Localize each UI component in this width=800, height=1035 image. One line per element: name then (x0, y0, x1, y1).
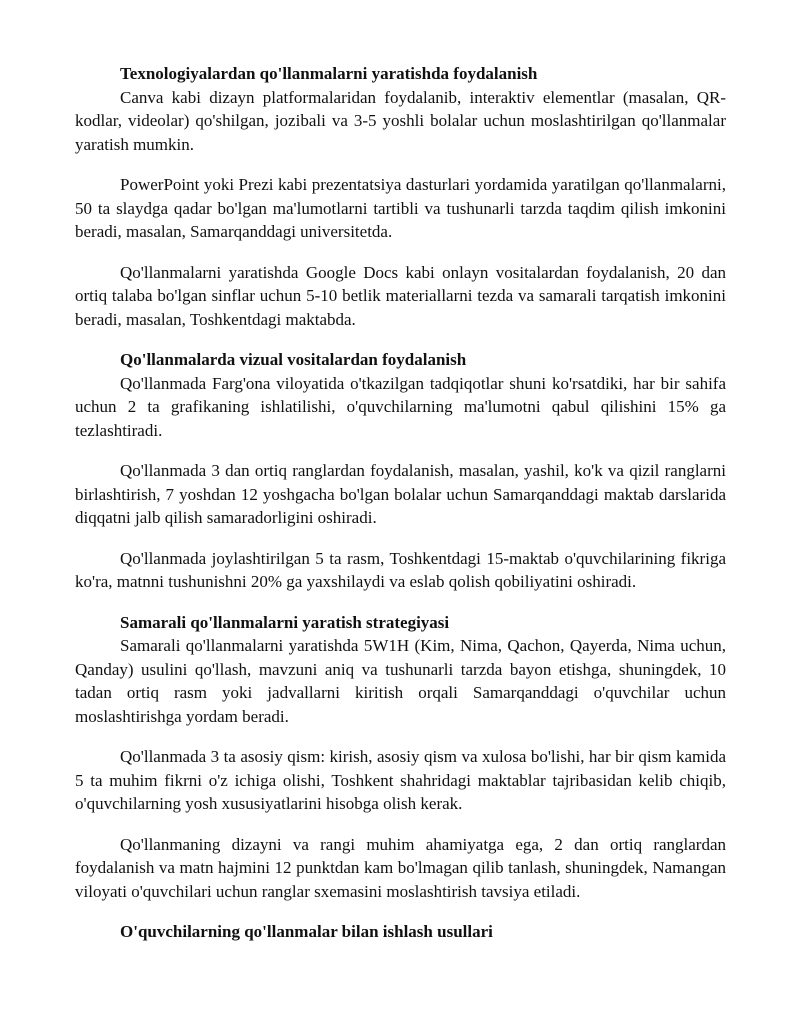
section-visual-tools (75, 348, 726, 594)
section-heading: Samarali qo'llanmalarni yaratish strategiyasi (120, 612, 450, 632)
document-page (75, 62, 726, 961)
section-heading: Qo'llanmalarda vizual vositalardan foydalanish (120, 350, 467, 369)
section-technologies (75, 62, 726, 331)
paragraph: Qo'llanmada 3 dan ortiq ranglardan foydalanish, masalan, yashil, ko'k va qizil ranglarni birlashtirish, 7 yoshdan 12 yoshgacha bo'lgan bolalar uchun Samarqanddagi maktab darslarida diqqatni jalb qilish samaradorligini oshiradi. (75, 461, 726, 527)
section-heading: Texnologiyalardan qo'llanmalarni yaratishda foydalanish (120, 64, 538, 83)
paragraph: PowerPoint yoki Prezi kabi prezentatsiya dasturlari yordamida yaratilgan qo'llanmalarni, 50 ta slaydga qadar bo'lgan ma'lumotlarni tartibli va tushunarli tarzda taqdim qilish imkonini beradi, masalan, Samarqanddagi universitetda. (75, 175, 726, 241)
paragraph: Qo'llanmada Farg'ona viloyatida o'tkazilgan tadqiqotlar shuni ko'rsatdiki, har bir sahifa uchun 2 ta grafikaning ishlatilishi, o'quvchilarning ma'lumotni qabul qilishini 15% ga tezlashtiradi. (75, 373, 726, 440)
paragraph: Qo'llanmada 3 ta asosiy qism: kirish, asosiy qism va xulosa bo'lishi, har bir qism kamida 5 ta muhim fikrni o'z ichiga olishi, Toshkent shahridagi maktablar tajribasidan kelib chiqib, o'quvchilarning yosh xususiyatlarini hisobga olish kerak. (75, 747, 726, 813)
paragraph: Canva kabi dizayn platformalaridan foydalanib, interaktiv elementlar (masalan, QR-kodlar, videolar) qo'shilgan, jozibali va 3-5 yoshli bolalar uchun moslashtirilgan qo'llanmalar yaratish mumkin. (75, 87, 726, 154)
paragraph: Qo'llanmalarni yaratishda Google Docs kabi onlayn vositalardan foydalanish, 20 dan ortiq talaba bo'lgan sinflar uchun 5-10 betlik materiallarni tezda va samarali tarqatish imkonini beradi, masalan, Toshkentdagi maktabda. (75, 262, 726, 329)
section-strategy (75, 611, 726, 904)
paragraph: Qo'llanmada joylashtirilgan 5 ta rasm, Toshkentdagi 15-maktab o'quvchilarining fikriga ko'ra, matnni tushunishni 20% ga yaxshilaydi va eslab qolish qobiliyatini oshiradi. (75, 548, 726, 591)
paragraph: Samarali qo'llanmalarni yaratishda 5W1H (Kim, Nima, Qachon, Qayerda, Nima uchun, Qanday) usulini qo'llash, mavzuni aniq va tushunarli tarzda bayon etishga, shuningdek, 10 tadan ortiq rasm yoki jadvallarni kiritish orqali Samarqanddagi o'quvchilar uchun moslashtirishga yordam beradi. (75, 636, 726, 726)
paragraph: Qo'llanmaning dizayni va rangi muhim ahamiyatga ega, 2 dan ortiq ranglardan foydalanish va matn hajmini 12 punktdan kam bo'lmagan qilib tanlash, shuningdek, Namangan viloyati o'quvchilari uchun ranglar sxemasini moslashtirish tavsiya etiladi. (75, 834, 726, 901)
section-heading: O'quvchilarning qo'llanmalar bilan ishlash usullari (120, 922, 493, 941)
section-working-methods (75, 920, 726, 944)
